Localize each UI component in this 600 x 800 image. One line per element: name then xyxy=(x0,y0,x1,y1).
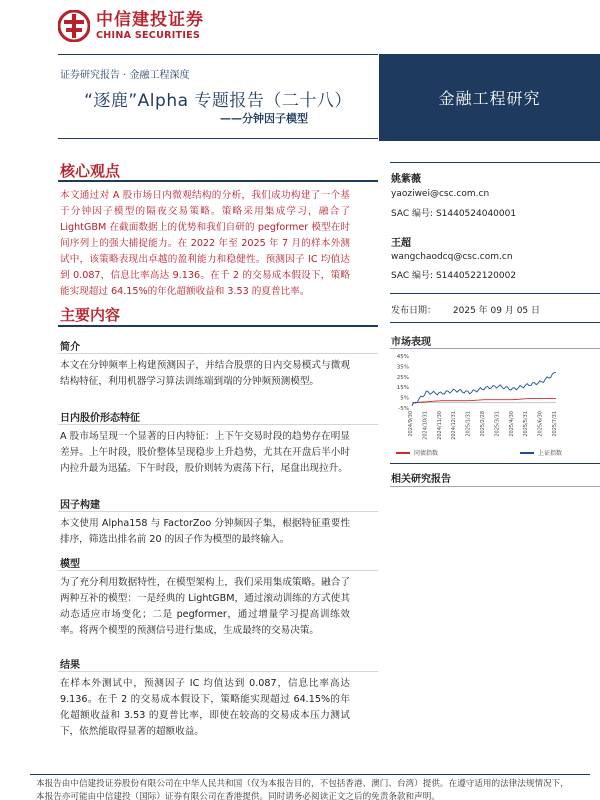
header-rule-bottom xyxy=(58,138,378,139)
legend-label: 上证指数 xyxy=(537,450,562,457)
author-sac-number: S1440522120002 xyxy=(435,271,517,281)
report-title: “逐鹿”Alpha 专题报告（二十八） xyxy=(84,91,352,111)
section-rule xyxy=(58,424,378,425)
disclaimer-line-2: 本报告亦可能由中信建投（国际）证券有限公司在香港提供。同时请务必阅读正文之后的免责条款和声明。 xyxy=(36,792,440,800)
x-tick-label: 2025/7/31 xyxy=(552,411,558,437)
x-tick-label: 2024/11/30 xyxy=(436,411,443,440)
sidebar-rule xyxy=(390,348,600,349)
footer-rule xyxy=(30,774,590,775)
sidebar-rule xyxy=(390,293,600,294)
x-tick-label: 2025/1/31 xyxy=(465,411,472,437)
publish-date: 2025 年 09 月 05 日 xyxy=(452,306,541,316)
author-sac-label: SAC 编号: xyxy=(391,271,434,281)
market-heading: 市场表现 xyxy=(391,337,431,348)
sidebar-rule-top xyxy=(390,162,600,163)
y-tick-label: 25% xyxy=(396,374,409,381)
y-tick-label: 35% xyxy=(396,364,409,371)
x-tick-label: 2025/2/28 xyxy=(480,411,486,437)
section-title-factor: 因子构建 xyxy=(60,500,100,511)
legend-swatch xyxy=(520,452,534,454)
section-rule xyxy=(58,353,378,354)
legend-swatch xyxy=(396,452,410,454)
section-rule xyxy=(58,511,378,512)
author-email: yaoziwei@csc.com.cn xyxy=(391,189,490,199)
main-content-heading: 主要内容 xyxy=(60,306,121,324)
x-tick-label: 2025/3/31 xyxy=(494,411,501,437)
section-rule xyxy=(58,570,378,571)
header-rule-top xyxy=(58,54,378,55)
author-email: wangchaodcq@csc.com.cn xyxy=(391,252,513,262)
series-line-bond-index xyxy=(412,399,556,403)
chart-legend xyxy=(396,448,562,457)
section-text-model: 为了充分利用数据特性，在模型架构上，我们采用集成策略。融合了两种互补的模型：一是经典的 LightGBM，通过滚动训练的方式使其动态适应市场变化；二是 pegformer，通过增量学习提高训练效率。将两个模型的预测信号进行集成，生成最终的交易决策。 xyxy=(60,577,350,636)
author-sac-number: S1440524040001 xyxy=(435,209,517,219)
section-text-intro: 本文在分钟频率上构建预测因子，并结合股票的日内交易模式与微观结构特征，利用机器学习算法训练端到端的分钟频预测模型。 xyxy=(60,360,350,387)
section-text-result: 在样本外测试中，预测因子 IC 均值达到 0.087，信息比率高达 9.136。在千 2 的交易成本假设下，策略能实现超过 64.15%的年化超额收益和 3.53 的夏普比率，即使在较高的交易成本压力测试下，依然能取得显著的超额收益。 xyxy=(60,678,350,737)
x-tick-label: 2025/6/30 xyxy=(537,411,544,437)
market-chart-svg xyxy=(390,350,560,462)
market-chart xyxy=(390,350,560,462)
core-view-text: 本文通过对 A 股市场日内微观结构的分析，我们成功构建了一个基于分钟因子模型的隔夜交易策略。策略采用集成学习，融合了 LightGBM 在截面数据上的优势和我们自研的 pegformer 模型在时间序列上的强大捕捉能力。在 2022 年至 2025 年 7 月的样本外测试中，该策略表现出卓越的盈利能力和稳健性。预测因子 IC 均值达到 0.087，信息比率高达 9.136。在千 2 的交易成本假设下，策略能实现超过 64.15%的年化超额收益和 3.53 的夏普比率。 xyxy=(60,190,350,297)
sidebar-rule xyxy=(390,322,600,323)
breadcrumb: 证券研究报告 · 金融工程深度 xyxy=(60,70,190,81)
author-sac xyxy=(391,206,516,219)
legend-label: 同债指数 xyxy=(414,450,439,457)
author-name: 姚紫薇 xyxy=(391,174,421,185)
brand-name-en: CHINA SECURITIES xyxy=(96,30,201,41)
publish-date-label: 发布日期： xyxy=(391,306,437,316)
legend-item xyxy=(396,448,438,457)
section-title-intro: 简介 xyxy=(60,342,80,353)
section-rule xyxy=(58,671,378,672)
x-tick-label: 2025/5/31 xyxy=(523,411,530,437)
core-view-rule xyxy=(58,180,378,182)
brand-logo-icon xyxy=(58,10,90,42)
brand-logo xyxy=(58,10,204,42)
section-title-model: 模型 xyxy=(60,559,80,570)
section-title-result: 结果 xyxy=(60,660,80,671)
x-tick-label: 2024/10/31 xyxy=(422,411,429,440)
author-sac xyxy=(391,268,516,281)
y-tick-label: 5% xyxy=(400,395,409,402)
y-tick-label: 15% xyxy=(396,385,409,392)
x-tick-label: 2024/9/30 xyxy=(408,411,414,437)
sidebar-rule xyxy=(390,463,600,464)
y-tick-label: -5% xyxy=(398,406,409,412)
section-title-intraday: 日内股价形态特征 xyxy=(60,413,140,424)
brand-name-cn: 中信建投证券 xyxy=(96,10,204,30)
report-subtitle: ——分钟因子模型 xyxy=(220,112,308,125)
legend-item xyxy=(520,448,562,457)
related-heading: 相关研究报告 xyxy=(391,474,451,485)
sidebar-rule xyxy=(390,486,600,487)
author-name: 王超 xyxy=(391,238,411,249)
disclaimer xyxy=(36,778,596,800)
section-text-factor: 本文使用 Alpha158 与 FactorZoo 分钟频因子集，根据特征重要性排序，筛选出排名前 20 的因子作为模型的最终输入。 xyxy=(60,518,350,545)
core-view-heading: 核心观点 xyxy=(60,162,121,180)
y-tick-label: 45% xyxy=(396,354,409,360)
disclaimer-line-1: 本报告由中信建投证券股份有限公司在中华人民共和国（仅为本报告目的，不包括香港、澳门、台湾）提供。在遵守适用的法律法规情况下， xyxy=(36,779,569,789)
author-sac-label: SAC 编号: xyxy=(391,209,434,219)
category-banner: 金融工程研究 xyxy=(379,54,600,141)
x-tick-label: 2024/12/31 xyxy=(451,411,458,440)
main-content-rule xyxy=(58,325,378,327)
section-text-intraday: A 股市场呈现一个显著的日内特征：上下午交易时段的趋势存在明显差异。上午时段，股价整体呈现稳步上升趋势，尤其在开盘后半小时内拉升最为迅猛。下午时段，股价则转为震荡下行，尾盘出现拉升。 xyxy=(60,431,350,474)
publish-date-row xyxy=(391,303,540,316)
x-tick-label: 2025/4/30 xyxy=(508,411,515,437)
